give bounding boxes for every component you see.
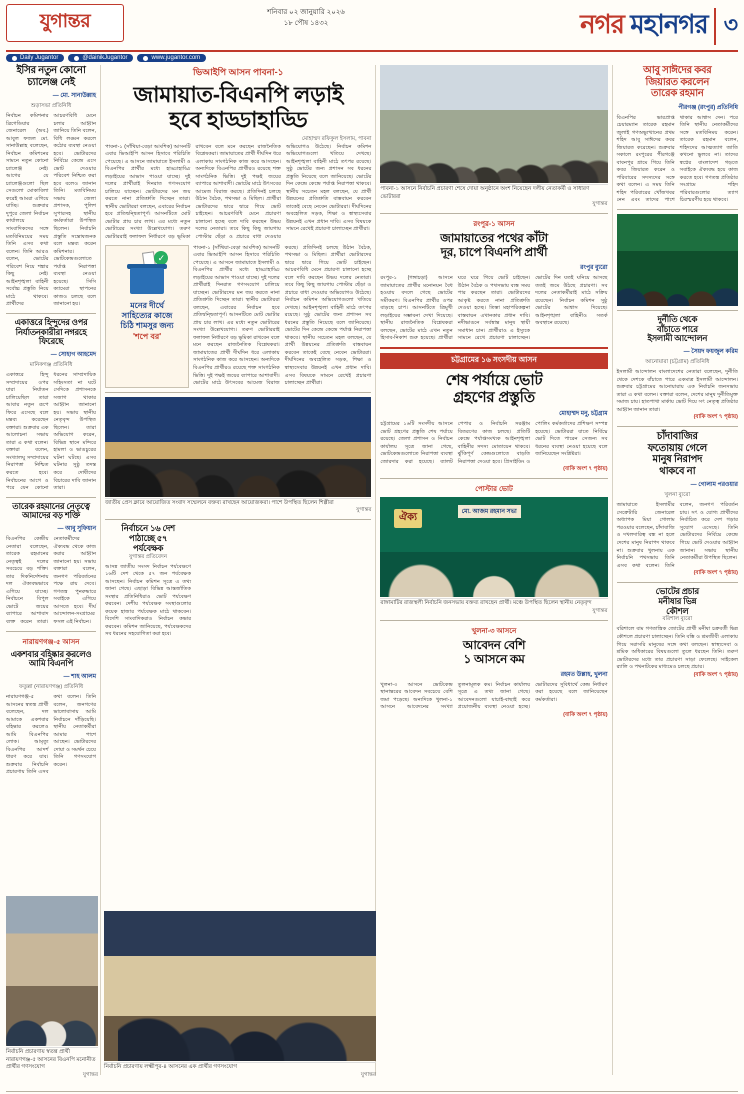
website-link[interactable] bbox=[137, 54, 206, 62]
strategy-source: বরিশাল ব্যুরো bbox=[662, 616, 693, 623]
source: শুড়াসভা প্রতিনিধি bbox=[30, 103, 72, 109]
body-text: নির্বাচন কমিশনার ব্রিগেডিয়ার জেনারেল (অব.) আবুল ফজল মো. সানাউল্লাহ বলেছেন, নির্বাচন কমিশনের সামনে নতুন কোনো চ্যালেঞ্জ নেই। আগের যে চ্যালেঞ্জগুলো ছিল সেগুলো মোকাবিলা করেই আমরা এগিয়ে যাচ্ছি। শুক্রবার দুপুরে জেলা নির্বাচন কার্যালয়ে সাংবাদিকদের সঙ্গে মতবিনিময়ের সময় তিনি এসব কথা বলেন। তিনি আরও বলেন, ভোটের পরিবেশ নিয়ে শঙ্কার কিছু নেই। আইনশৃঙ্খলা বাহিনী সর্বোচ্চ প্রস্তুতি নিয়ে মাঠে থাকবে। প্রার্থীদের আচরণবিধি মেনে চলার আহ্বান জানিয়ে তিনি বলেন, বিধি লঙ্ঘন করলে কঠোর ব্যবস্থা নেওয়া হবে। ভোটারদের নির্বিঘ্নে কেন্দ্রে এসে ভোট দেওয়ার পরিবেশ নিশ্চিত করা হবে বলেও জানান তিনি। মতবিনিময় সভায় জেলা প্রশাসক, পুলিশ সুপারসহ স্থানীয় কর্মকর্তারা উপস্থিত ছিলেন। নির্বাচনি প্রস্তুতি সন্তোষজনক বলে মন্তব্য করেন কমিশনার। ভোটকেন্দ্রগুলোতে পর্যাপ্ত নিরাপত্তা ব্যবস্থা নেওয়া হয়েছে। সিসি ক্যামেরা স্থাপনের কাজও চলছে বলে জানানো হয়। bbox=[6, 113, 97, 308]
divider bbox=[380, 620, 607, 621]
infobox-line-3: চিঠি শামসুর জন্য bbox=[120, 320, 174, 330]
strategy-body: বরিশালে বাম গণতান্ত্রিক জোটের প্রার্থী মনীষা চক্রবর্তী ভিন্ন কৌশলে প্রচারণা চালাচ্ছেন। তিনি বস্তি ও শ্রমজীবী এলাকায় গিয়ে সরাসরি মানুষের সঙ্গে কথা বলছেন। স্বাস্থ্যসেবা ও শ্রমিক অধিকারের বিষয়গুলো তুলে ধরছেন তিনি। তরুণ ভোটারদের মধ্যে তার প্রচারণা সাড়া ফেলেছে। সাইকেল র‍্যালি ও পথনাটকের মাধ্যমেও চলছে প্রচার। bbox=[616, 626, 738, 671]
headline-line-2: জিয়ারত করলেন bbox=[645, 76, 710, 88]
body-text: খুলনা-৩ আসনে ভোটকেন্দ্র স্থানান্তরের আবেদন সবচেয়ে বেশি জমা পড়েছে। অন্যদিকে খুলনা-১ আসনে আবেদনের সংখ্যা তুলনামূলক কম। নির্বাচন কার্যালয় সূত্রে এ তথ্য জানা গেছে। আবেদনগুলো যাচাই-বাছাই করে প্রয়োজনীয় ব্যবস্থা নেওয়া হচ্ছে। ভোটারদের সুবিধার্থে কেন্দ্র নির্ধারণ করা হয়েছে বলে জানিয়েছেন কর্মকর্তারা। bbox=[380, 681, 608, 711]
kicker-badge: চট্টগ্রামের ১৬ সংসদীয় আসন bbox=[380, 353, 607, 369]
headline-line-2: ফতোয়ায় গেলে bbox=[647, 442, 707, 454]
photo-credit: যুগান্তর bbox=[82, 1072, 98, 1078]
continuation-note: (বাকি অংশ ৭ পৃষ্ঠায়) bbox=[693, 414, 738, 421]
social-bar bbox=[6, 54, 738, 62]
strategy-headline-2: মনীষার ভিন্ন bbox=[658, 595, 697, 606]
photo-credit: যুগান্তর bbox=[360, 1072, 376, 1078]
headline-line-1: আবু সাঈদের কবর bbox=[643, 65, 712, 76]
jugantor-logo: যুগান্তর bbox=[6, 4, 124, 42]
date-gregorian: শনিবার ০২ জানুয়ারি ২০২৬ bbox=[267, 9, 345, 16]
footer-rule bbox=[6, 1091, 738, 1092]
column-divider bbox=[100, 65, 101, 1075]
story-ec-challenge bbox=[6, 65, 96, 309]
masthead bbox=[6, 4, 738, 52]
photo-fill bbox=[617, 214, 738, 306]
section-title-main: নগর bbox=[580, 9, 624, 39]
facebook-icon bbox=[12, 56, 17, 61]
website-label: www.jugantor.com bbox=[151, 55, 201, 61]
story-abu-sayeed-grave bbox=[617, 65, 738, 205]
headline: ইসির নতুন কোনো চ্যালেঞ্জ নেই bbox=[16, 65, 86, 88]
body-text: বিএনপির কেন্দ্রীয় নেতারা বলেছেন, তারেক রহমানের নেতৃত্বই দলের সবচেয়ে বড় শক্তি। তার দিকনির্দেশনায় দল ঐক্যবদ্ধভাবে এগিয়ে যাচ্ছে। নির্বাচনে বিপুল ভোটে জয়ের ব্যাপারে আশাবাদ ব্যক্ত করেন তারা। নেতাকর্মীদের ঐক্যবদ্ধ থেকে কাজ করার আহ্বান জানানো হয়। সভায় বক্তারা বলেন, জনগণ পরিবর্তনের পক্ষে রায় দেবে। গণতন্ত্র পুনরুদ্ধারে সবাইকে এগিয়ে আসতে হবে। দীর্ঘ আন্দোলন-সংগ্রামের ফসল এই নির্বাচন। bbox=[6, 536, 97, 625]
body-text: রংপুর-১ (গঙ্গাচড়া) আসনে জামায়াতের প্রার্থীর মনোনয়ন বৈধ হওয়ায় বদলে গেছে ভোটের সমীকরণ। বিএনপির প্রার্থীর ওপর বাড়ছে চাপ। আসনটিতে ত্রিমুখী লড়াইয়ের সম্ভাবনা দেখা দিয়েছে। স্থানীয় রাজনৈতিক বিশ্লেষকরা বলছেন, ভোটের মাঠে এখন নতুন হিসাব-নিকাশ শুরু হয়েছে। প্রার্থীরা ঘরে ঘরে গিয়ে ভোট চাইছেন। উঠান বৈঠক ও পথসভায় ব্যস্ত সময় পার করছেন তারা। ভোটারদের আকৃষ্ট করতে নানা প্রতিশ্রুতি দেওয়া হচ্ছে। তিস্তা মহাপরিকল্পনা বাস্তবায়ন এখানকার প্রধান দাবি। নদীভাঙনে সর্বস্বান্ত মানুষ স্থায়ী সমাধান চান। প্রার্থীরাও এ ইস্যুকে সামনে রেখে প্রচারণা চালাচ্ছেন। ভোটের দিন যতই ঘনিয়ে আসছে ততই জমে উঠছে প্রচারণা। সব দলের নেতাকর্মীরাই মাঠে সক্রিয় রয়েছেন। নির্বাচন কমিশন সুষ্ঠু ভোটের আশ্বাস দিয়েছে। আইনশৃঙ্খলা বাহিনীও সতর্ক অবস্থানে রয়েছে। bbox=[380, 274, 608, 342]
infobox-line-1: মনের দীর্ঘে bbox=[130, 300, 164, 310]
banner-text-1: ঐক্য bbox=[394, 509, 422, 528]
twitter-link[interactable] bbox=[68, 54, 133, 62]
banner-text-2: মো. আজম রহমান সভা bbox=[458, 505, 521, 518]
body-text: বিএনপির ভারপ্রাপ্ত চেয়ারম্যান তারেক রহমান জুলাই গণঅভ্যুত্থানের প্রথম শহিদ আবু সাঈদের কবর জিয়ারত করেছেন। শুক্রবার সকালে রংপুরের পীরগঞ্জে বাবনপুর গ্রামে গিয়ে তিনি কবর জিয়ারত করেন ও পরিবারের সদস্যদের সঙ্গে কথা বলেন। এ সময় তিনি শহিদ পরিবারের খোঁজখবর নেন এবং তাদের পাশে থাকার আশ্বাস দেন। পরে তিনি স্থানীয় নেতাকর্মীদের সঙ্গে মতবিনিময় করেন। তারেক রহমান বলেন, শহিদদের আত্মত্যাগ জাতি কখনো ভুলবে না। তাদের স্বপ্নের বাংলাদেশ গড়তে সবাইকে ঐক্যবদ্ধ হয়ে কাজ করতে হবে। গণতন্ত্র প্রতিষ্ঠার সংগ্রামে শহিদ পরিবারগুলোর ত্যাগ চিরস্মরণীয় হয়ে থাকবে। bbox=[616, 114, 738, 204]
strategy-headline-1: ভোটের প্রচার bbox=[655, 586, 699, 597]
body-text-continued: পাবনা-১ (সাঁথিয়া-বেড়া আংশিক) আসনটি এবার ভিআইপি আসন হিসাবে পরিচিতি পেয়েছে। এ আসনে জামায়াতে ইসলামী ও বিএনপির প্রার্থীর মধ্যে হাড্ডাহাড্ডি লড়াইয়ের আভাস পাওয়া যাচ্ছে। দুই দলের প্রার্থীরাই দিনরাত গণসংযোগ চালিয়ে যাচ্ছেন। ভোটারদের মন জয় করতে নানা প্রতিশ্রুতি দিচ্ছেন তারা। স্থানীয় ভোটাররা বলছেন, এবারের নির্বাচন হবে প্রতিদ্বন্দ্বিতাপূর্ণ। আসনটিতে মোট ভোটার প্রায় চার লাখ। এর মধ্যে নতুন ভোটারের সংখ্যা উল্লেখযোগ্য। তরুণ ভোটাররাই ফলাফল নির্ধারণে বড় ভূমিকা রাখবেন বলে মনে করছেন রাজনৈতিক বিশ্লেষকরা। জামায়াতের প্রার্থী দীর্ঘদিন ধরে এলাকায় সাংগঠনিক কাজ করে আসছেন। অন্যদিকে বিএনপির প্রার্থীরও রয়েছে শক্ত সাংগঠনিক ভিত্তি। দুই পক্ষই জয়ের ব্যাপারে আশাবাদী। ভোটের মাঠে উৎসবের আমেজ বিরাজ করছে। প্রতিদিনই চলছে উঠান বৈঠক, পথসভা ও মিছিল। প্রার্থীরা ভোটারদের দ্বারে দ্বারে গিয়ে ভোট চাইছেন। আচরণবিধি মেনে প্রচারণা চালানো হচ্ছে বলে দাবি করছেন উভয় দলের নেতারা। তবে কিছু কিছু জায়গায় পোস্টার ছেঁড়া ও প্রচারে বাধা দেওয়ার অভিযোগও উঠেছে। নির্বাচন কমিশন অভিযোগগুলো খতিয়ে দেখছে। আইনশৃঙ্খলা বাহিনী মাঠে তৎপর রয়েছে। সুষ্ঠু ভোটের জন্য প্রশাসন সব ধরনের প্রস্তুতি নিয়েছে বলে জানিয়েছে। ভোটের দিন কেন্দ্রে কেন্দ্রে পর্যাপ্ত নিরাপত্তা থাকবে। স্থানীয় সচেতন মহল বলছেন, যে প্রার্থী উন্নয়নের প্রতিশ্রুতি বাস্তবায়ন করবেন তাকেই বেছে নেবেন ভোটাররা। দীর্ঘদিনের অবহেলিত সড়ক, শিক্ষা ও স্বাস্থ্যসেবার উন্নয়নই এখন প্রধান দাবি। এসব বিষয়কে সামনে রেখেই প্রচারণা চালাচ্ছেন প্রার্থীরা। bbox=[193, 244, 372, 387]
twitter-icon bbox=[74, 56, 79, 61]
headline-line-2: দূর, চাপে বিএনপি প্রার্থী bbox=[440, 245, 548, 260]
photo-caption: জাতীয় প্রেস ক্লাবে আয়োজিত সংবাদ সম্মেলনে বক্তব্য রাখছেন আয়োজকরা। পাশে উপস্থিত ছিলেন শিল্পীরা bbox=[105, 498, 371, 508]
divider bbox=[105, 392, 371, 393]
islami-headline-1: দুর্নীতি থেকে bbox=[657, 313, 698, 324]
headline-line-2: হবে হাড্ডাহাড্ডি bbox=[169, 107, 308, 133]
headline-line-3: তারেক রহমান bbox=[651, 88, 704, 99]
story-chandabaji bbox=[617, 431, 738, 578]
divider bbox=[617, 209, 738, 210]
candidate-campaign-photo-left bbox=[6, 896, 98, 1046]
page-number: ৩ bbox=[714, 8, 738, 45]
press-conference-photo bbox=[105, 397, 371, 497]
observers-body: আসন্ন জাতীয় সংসদ নির্বাচন পর্যবেক্ষণে ১৬টি দেশ থেকে ৫৭ জন পর্যবেক্ষক আসছেন। নির্বাচন কমিশন সূত্রে এ তথ্য জানা গেছে। এছাড়া বিভিন্ন আন্তর্জাতিক সংস্থার প্রতিনিধিরাও ভোট পর্যবেক্ষণ করবেন। দেশীয় পর্যবেক্ষক সংস্থাগুলোর কয়েক হাজার পর্যবেক্ষক মাঠে থাকবেন। বিদেশি সাংবাদিকরাও নির্বাচন কভার করবেন। কমিশন জানিয়েছে, পর্যবেক্ষকদের সব ধরনের সহযোগিতা করা হবে। bbox=[105, 563, 192, 638]
body-text: জামায়াতে ইসলামীর সেক্রেটারি জেনারেল অধ্যাপক মিয়া গোলাম পরওয়ার বলেছেন, চাঁদাবাজি ও দখলদারিত্ব বন্ধ না হলে দেশের মানুষ নিরাপদ থাকবে না। শুক্রবার খুলনায় এক নির্বাচনি পথসভায় তিনি এসব কথা বলেন। তিনি বলেন, জনগণ পরিবর্তন চায়। সৎ ও যোগ্য প্রার্থীদের নির্বাচিত করে দেশ গড়ার সুযোগ এসেছে। তিনি ভোটারদের নির্বিঘ্নে কেন্দ্রে গিয়ে ভোট দেওয়ার আহ্বান জানান। সভায় স্থানীয় নেতাকর্মীরা উপস্থিত ছিলেন। bbox=[616, 502, 738, 569]
divider bbox=[617, 426, 738, 427]
facebook-label: Daily Jugantor bbox=[20, 55, 59, 61]
section-title bbox=[580, 4, 708, 48]
logo-block bbox=[6, 4, 124, 42]
body-text: চট্টগ্রামের ১৬টি সংসদীয় আসনে ভোট গ্রহণের প্রস্তুতি শেষ পর্যায়ে রয়েছে। জেলা প্রশাসন ও নির্বাচন কার্যালয় সূত্রে জানা গেছে, ভোটকেন্দ্রগুলোতে নিরাপত্তা ব্যবস্থা জোরদার করা হয়েছে। ব্যালট পেপার ও নির্বাচনি সরঞ্জাম বিতরণের কাজ চলছে। প্রতিটি কেন্দ্রে পর্যাপ্তসংখ্যক আইনশৃঙ্খলা বাহিনীর সদস্য মোতায়েন থাকবে। ঝুঁকিপূর্ণ কেন্দ্রগুলোতে বাড়তি নিরাপত্তা দেওয়া হবে। প্রিসাইডিং ও পোলিং কর্মকর্তাদের প্রশিক্ষণ সম্পন্ন হয়েছে। ভোটাররা যাতে নির্বিঘ্নে ভোট দিতে পারেন সেজন্য সব ধরনের ব্যবস্থা নেওয়া হয়েছে বলে জানিয়েছেন সংশ্লিষ্টরা। bbox=[380, 421, 608, 465]
source: মানিকগঞ্জ প্রতিনিধি bbox=[29, 362, 73, 369]
kicker: খুলনা-৩ আসনে bbox=[471, 628, 517, 636]
story-narayanganj5 bbox=[6, 636, 96, 777]
stage-photo-kicker: পোস্টার ভোট bbox=[475, 486, 513, 494]
story-khulna3 bbox=[380, 625, 607, 720]
story-tarique-leadership bbox=[6, 502, 96, 627]
headline-line-2: ১ আসনে কম bbox=[463, 651, 525, 666]
bottom-photo-mid-block bbox=[104, 911, 376, 1080]
headline: একাত্তরে হিন্দুদের ওপর নির্যাতনকারীরা নগরহে ফিরেছে bbox=[14, 316, 88, 347]
headline-line-1: চাঁদাবাজির bbox=[656, 431, 698, 443]
observers-headline-1: নির্বাচনে ১৬ দেশ bbox=[121, 523, 175, 534]
islami-byline: — সৈয়দ ফয়জুল করিম bbox=[683, 349, 738, 356]
byline: — মো. সানাউল্লাহ bbox=[52, 93, 97, 99]
observers-source: যুগান্তর প্রতিবেদন bbox=[129, 553, 168, 560]
byline: পীরগঞ্জ (রংপুর) প্রতিনিধি bbox=[678, 104, 738, 111]
headline-line-1: জামায়াতের পথের কাঁটা bbox=[440, 231, 548, 246]
divider bbox=[6, 313, 96, 314]
islami-source: আনোয়ারা (চট্টগ্রাম) প্রতিনিধি bbox=[645, 359, 710, 366]
election-rally-photo bbox=[380, 497, 607, 597]
kicker: ভিআইপি আসন পাবনা-১ bbox=[192, 67, 284, 77]
byline: রহমত উল্লাহ, খুলনা bbox=[560, 671, 608, 678]
story-islami-andolon bbox=[617, 315, 738, 422]
observers-headline-2: পাঠাচ্ছে ৫৭ bbox=[128, 533, 168, 544]
dua-gathering-photo bbox=[380, 65, 607, 183]
story-chittagong bbox=[380, 353, 607, 475]
islami-body: ইসলামী আন্দোলন বাংলাদেশের নেতারা বলেছেন, দুর্নীতি থেকে দেশকে বাঁচাতে পারে একমাত্র ইসলামী আন্দোলন। শুক্রবার চট্টগ্রামের আনোয়ারায় এক নির্বাচনি জনসভায় তারা এ কথা বলেন। বক্তারা বলেন, দেশের মানুষ দুর্নীতিমুক্ত সমাজ চায়। হাতপাখা মার্কায় ভোট দিয়ে সৎ নেতৃত্ব প্রতিষ্ঠার আহ্বান জানান তারা। bbox=[616, 369, 738, 413]
continuation-note: (বাকি অংশ ৭ পৃষ্ঠায়) bbox=[693, 570, 738, 577]
lead-story-pabna1 bbox=[105, 65, 371, 388]
lead-story-continued bbox=[193, 245, 371, 388]
body-text: পাবনা-১ (সাঁথিয়া-বেড়া আংশিক) আসনটি এবার ভিআইপি আসন হিসাবে পরিচিতি পেয়েছে। এ আসনে জামায়াতে ইসলামী ও বিএনপির প্রার্থীর মধ্যে হাড্ডাহাড্ডি লড়াইয়ের আভাস পাওয়া যাচ্ছে। দুই দলের প্রার্থীরাই দিনরাত গণসংযোগ চালিয়ে যাচ্ছেন। ভোটারদের মন জয় করতে নানা প্রতিশ্রুতি দিচ্ছেন তারা। স্থানীয় ভোটাররা বলছেন, এবারের নির্বাচন হবে প্রতিদ্বন্দ্বিতাপূর্ণ। আসনটিতে মোট ভোটার প্রায় চার লাখ। এর মধ্যে নতুন ভোটারের সংখ্যা উল্লেখযোগ্য। তরুণ ভোটাররাই ফলাফল নির্ধারণে বড় ভূমিকা রাখবেন বলে মনে করছেন রাজনৈতিক বিশ্লেষকরা। জামায়াতের প্রার্থী দীর্ঘদিন ধরে এলাকায় সাংগঠনিক কাজ করে আসছেন। অন্যদিকে বিএনপির প্রার্থীরও রয়েছে শক্ত সাংগঠনিক ভিত্তি। দুই পক্ষই জয়ের ব্যাপারে আশাবাদী। ভোটের মাঠে উৎসবের আমেজ বিরাজ করছে। প্রতিদিনই চলছে উঠান বৈঠক, পথসভা ও মিছিল। প্রার্থীরা ভোটারদের দ্বারে দ্বারে গিয়ে ভোট চাইছেন। আচরণবিধি মেনে প্রচারণা চালানো হচ্ছে বলে দাবি করছেন উভয় দলের নেতারা। তবে কিছু কিছু জায়গায় পোস্টার ছেঁড়া ও প্রচারে বাধা দেওয়ার অভিযোগও উঠেছে। নির্বাচন কমিশন অভিযোগগুলো খতিয়ে দেখছে। আইনশৃঙ্খলা বাহিনী মাঠে তৎপর রয়েছে। সুষ্ঠু ভোটের জন্য প্রশাসন সব ধরনের প্রস্তুতি নিয়েছে বলে জানিয়েছে। ভোটের দিন কেন্দ্রে কেন্দ্রে পর্যাপ্ত নিরাপত্তা থাকবে। স্থানীয় সচেতন মহল বলছেন, যে প্রার্থী উন্নয়নের প্রতিশ্রুতি বাস্তবায়ন করবেন তাকেই বেছে নেবেন ভোটাররা। দীর্ঘদিনের অবহেলিত সড়ক, শিক্ষা ও স্বাস্থ্যসেবার উন্নয়নই এখন প্রধান দাবি। এসব বিষয়কে সামনে রেখেই প্রচারণা চালাচ্ছেন প্রার্থীরা। bbox=[105, 143, 372, 240]
ballot-infobox bbox=[105, 245, 189, 388]
byline: রংপুর ব্যুরো bbox=[580, 264, 608, 271]
divider bbox=[6, 497, 96, 498]
column-divider bbox=[612, 65, 613, 1075]
infobox-line-2: সাহিত্যের কাজে bbox=[121, 310, 173, 320]
photo-credit: যুগান্তর bbox=[356, 507, 372, 514]
body-text: একাত্তরে হিন্দু সম্প্রদায়ের ওপর যারা নির্যাতন চালিয়েছিল তারা আবার নতুন রূপে ফিরে এসেছে বলে মন্তব্য করেছেন বক্তারা। শুক্রবার এক আলোচনা সভায় তারা এ কথা বলেন। বক্তারা বলেন, সংখ্যালঘু সম্প্রদায়ের নিরাপত্তা নিশ্চিত করতে হবে। নির্বাচনের আগে ও পরে যেন কোনো ধরনের সাম্প্রদায়িক সহিংসতা না ঘটে সেদিকে প্রশাসনকে সজাগ থাকার আহ্বান জানানো হয়। সভায় স্থানীয় নেতৃবৃন্দ উপস্থিত ছিলেন। তারা অভিযোগ করেন, বিভিন্ন স্থানে মন্দিরে হামলা ও ভাঙচুরের ঘটনা ঘটছে। এসব ঘটনার সুষ্ঠু তদন্ত করে দোষীদের বিচারের দাবি জানান তারা। bbox=[6, 372, 97, 492]
divider bbox=[380, 347, 607, 349]
continuation-note: (বাকি অংশ ৭ পৃষ্ঠায়) bbox=[693, 671, 738, 678]
check-icon: ✓ bbox=[154, 251, 168, 265]
headline-line-1: জামায়াত-বিএনপি লড়াই bbox=[133, 82, 344, 107]
source: খুলনা ব্যুরো bbox=[664, 492, 691, 499]
date-bangla: ১৮ পৌষ ১৪৩২ bbox=[283, 19, 329, 27]
column-3 bbox=[380, 65, 607, 1075]
story-hindu-persecution bbox=[6, 318, 96, 493]
byline: মোহাম্মদ মনু, চট্টগ্রাম bbox=[559, 411, 608, 418]
sidebar-small-stories bbox=[105, 524, 191, 639]
byline: — আবু সুফিয়ান bbox=[57, 526, 97, 533]
continuation-note: (বাকি অংশ ৭ পৃষ্ঠায়) bbox=[563, 711, 608, 718]
facebook-link[interactable] bbox=[6, 54, 64, 62]
strategy-headline-3: কৌশল bbox=[666, 605, 689, 616]
headline-line-3: মানুষ নিরাপদ bbox=[652, 454, 703, 466]
islami-headline-3: ইসলামী আন্দোলন bbox=[647, 333, 708, 344]
bottom-photo-left-block bbox=[6, 896, 98, 1080]
story-rangpur1 bbox=[380, 218, 607, 342]
divider bbox=[380, 213, 607, 214]
byline: — শাহ আলম bbox=[63, 674, 97, 681]
byline: মোহাম্মদ রফিকুল ইসলাম, পাবনা bbox=[301, 135, 372, 142]
column-4 bbox=[617, 65, 738, 1075]
prayer-line-photo bbox=[617, 214, 738, 306]
section-title-block bbox=[488, 4, 738, 48]
headline-line-2: গ্রহণের প্রস্তুতি bbox=[453, 389, 535, 406]
ballot-body bbox=[130, 268, 163, 294]
islami-headline-2: বাঁচাতে পারে bbox=[656, 323, 698, 334]
story-monisha-strategy bbox=[617, 587, 738, 679]
headline-line-4: থাকবে না bbox=[659, 465, 696, 477]
byline: — সোহাগ আহমেদ bbox=[50, 352, 97, 359]
divider bbox=[6, 631, 96, 632]
photo-caption: নির্বাচনি প্রচারণায় স্বতন্ত্র প্রার্থী নারায়ণগঞ্জ-৫ আসনের বিএনপি মনোনীত প্রার্থীর গণসংযোগ bbox=[6, 1047, 98, 1072]
photo-credit: যুগান্তর bbox=[592, 608, 608, 615]
infobox-quote: 'শপে বর' bbox=[132, 331, 162, 341]
section-title-accent: মহানগর bbox=[630, 9, 708, 39]
byline: — গোলাম পরওয়ার bbox=[690, 482, 738, 489]
globe-icon bbox=[143, 56, 148, 61]
kicker: রংপুর-১ আসন bbox=[473, 221, 515, 229]
twitter-label: @dainikJugantor bbox=[82, 55, 128, 61]
observers-headline-3: পর্যবেক্ষক bbox=[133, 542, 164, 553]
divider bbox=[380, 478, 607, 479]
divider bbox=[617, 310, 738, 311]
photo-caption: রাঙ্গামাটির রাজস্থলী নির্বাচনি জনসভায় বক্তব্য রাখছেন প্রার্থী। মঞ্চে উপস্থিত ছিলেন স্থানীয় নেতৃবৃন্দ bbox=[380, 598, 607, 608]
continuation-note: (বাকি অংশ ৭ পৃষ্ঠায়) bbox=[563, 466, 608, 473]
headline-line-1: আবেদন বেশি bbox=[462, 638, 526, 653]
candidate-campaign-photo-mid bbox=[104, 911, 376, 1061]
photo-caption: নির্বাচনি প্রচারণায় লক্ষ্মীপুর-৪ আসনের এক প্রার্থীর গণসংযোগ bbox=[104, 1062, 376, 1072]
ballot-box-illustration bbox=[109, 249, 185, 301]
source: ফতুল্লা (নারায়ণগঞ্জ) প্রতিনিধি bbox=[19, 684, 84, 691]
photo-credit: যুগান্তর bbox=[592, 201, 608, 208]
kicker: নারায়ণগঞ্জ-৫ আসন bbox=[22, 638, 80, 646]
headline-line-1: শেষ পর্যায়ে ভোট bbox=[445, 371, 543, 389]
photo-caption: পাবনা-১ আসনে নির্বাচনি প্রচারণা শেষে দোয়া অনুষ্ঠানে অংশ নিয়েছেন দলীয় নেতাকর্মী ও সাধারণ ভোটাররা bbox=[380, 184, 607, 201]
headline: তারেক রহমানের নেতৃত্বে আমাদের বড় শক্তি bbox=[12, 500, 90, 521]
body-text: নারায়ণগঞ্জ-৫ আসনের স্বতন্ত্র প্রার্থী বলেছেন, দল আমাকে একশবার বহিষ্কার করলেও আমি বিএনপির লোক। আমৃত্যু বিএনপির আদর্শ ধারণ করে যাব। শুক্রবার নির্বাচনি প্রচারণায় তিনি এসব কথা বলেন। তিনি বলেন, জনগণের ভালোবাসায় আমি নির্বাচনে দাঁড়িয়েছি। স্থানীয় নেতাকর্মীরা আমার পাশে আছেন। ভোটারদের দোয়া ও সমর্থন চেয়ে তিনি গণসংযোগ করেন। bbox=[6, 694, 97, 776]
divider bbox=[105, 519, 371, 520]
date-block bbox=[124, 4, 488, 29]
divider bbox=[617, 582, 738, 583]
headline: একশবার বহিষ্কার করলেও আমি বিএনপি bbox=[10, 648, 92, 669]
